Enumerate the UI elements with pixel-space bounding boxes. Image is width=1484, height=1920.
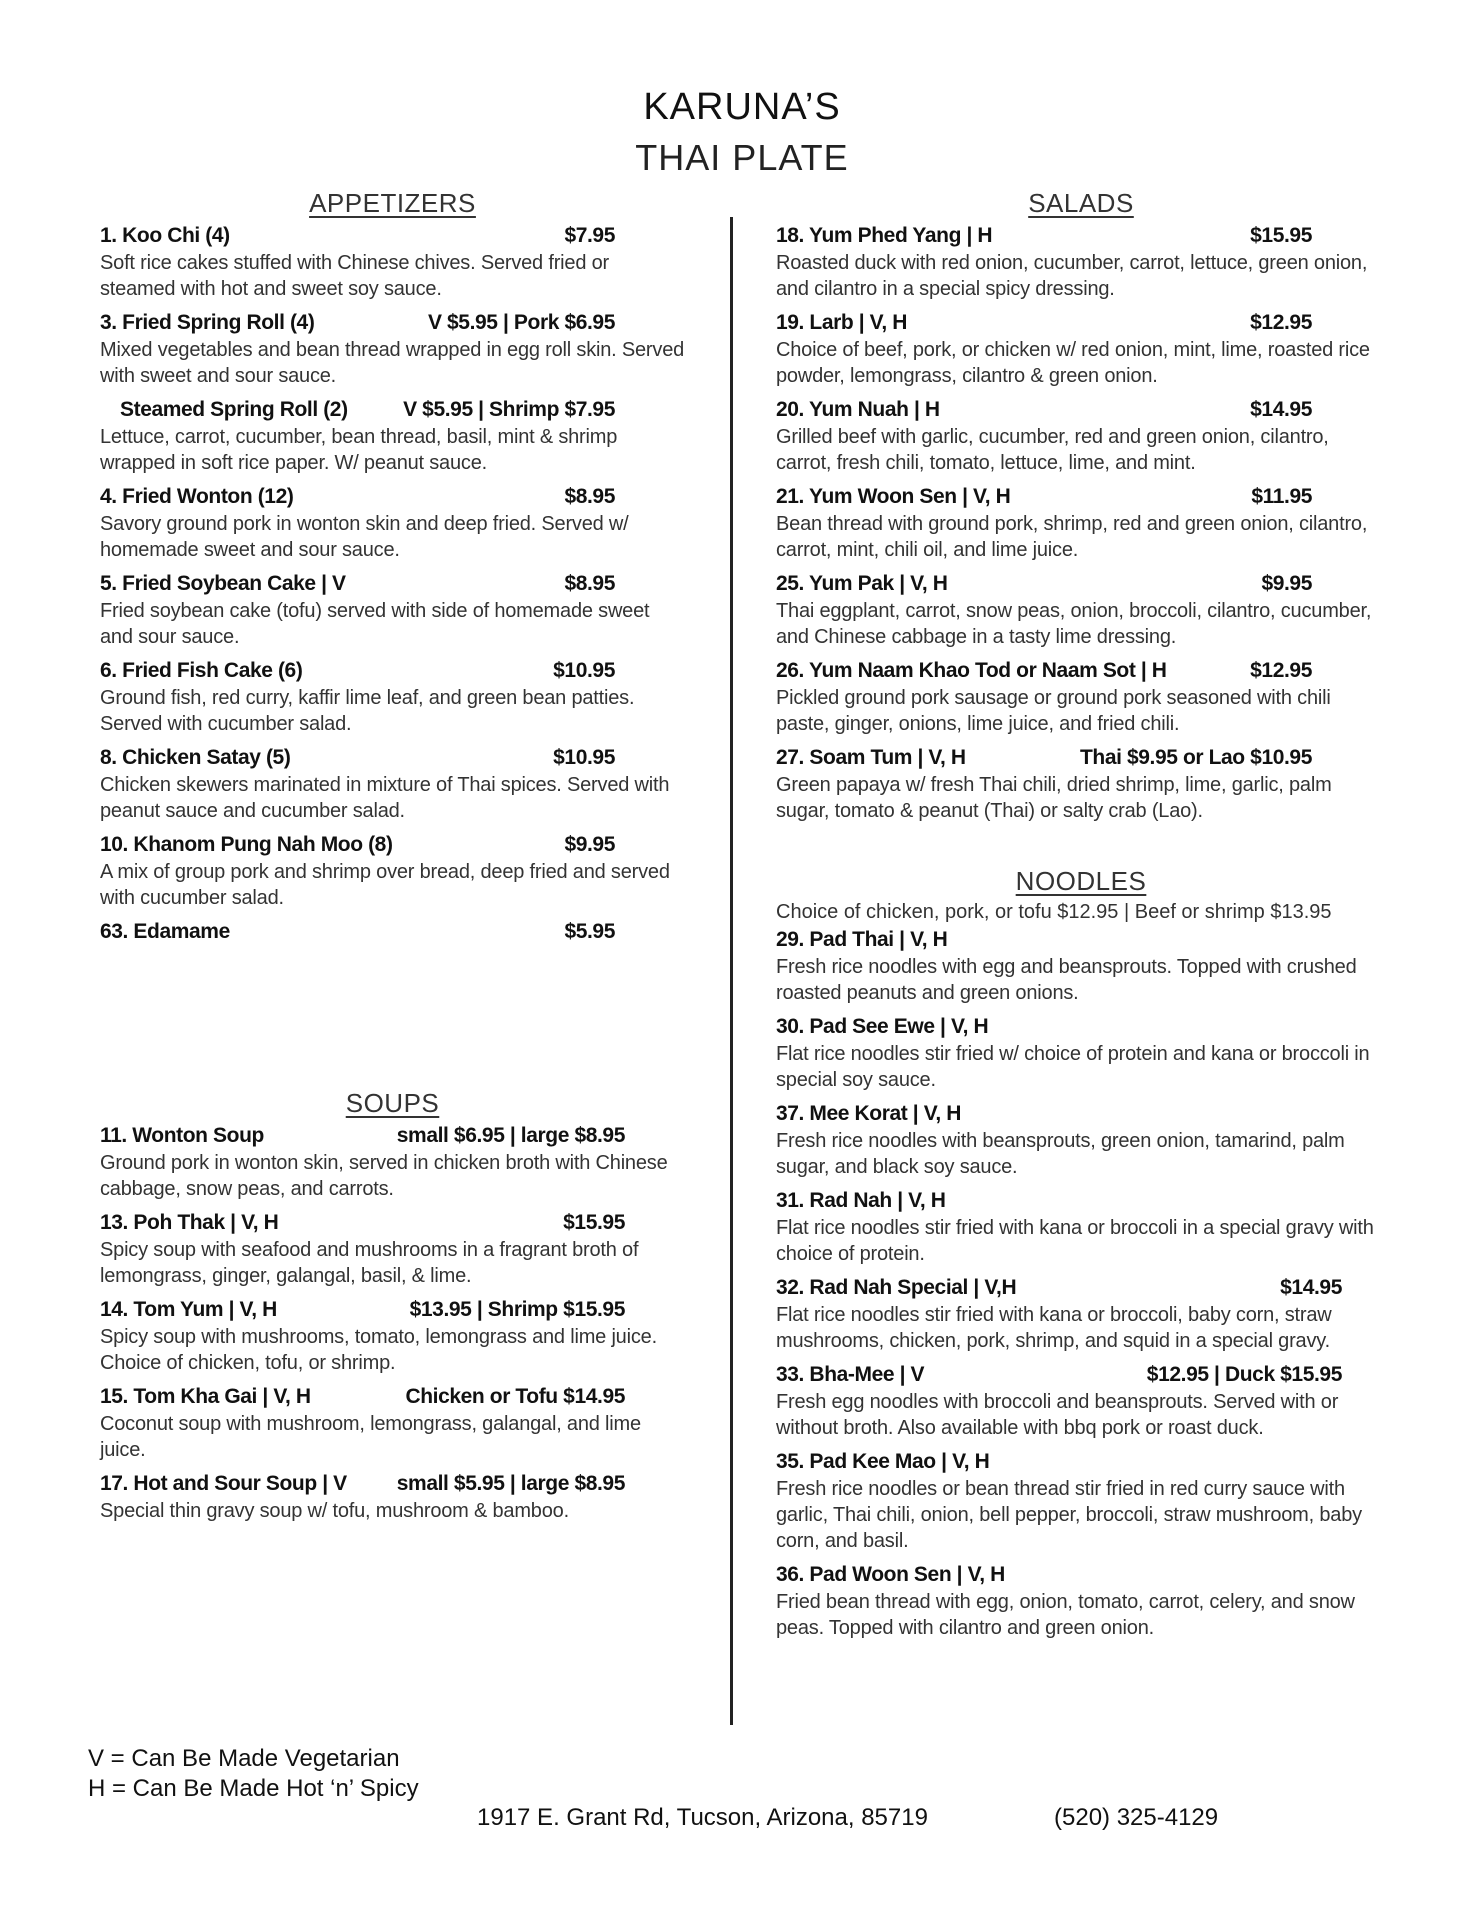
menu-item-description: Special thin gravy soup w/ tofu, mushroom & bamboo. [100,1500,569,1522]
menu-item [776,1560,1386,1641]
restaurant-name: KARUNA’S [643,86,841,128]
menu-item-description: Savory ground pork in wonton skin and deep fried. Served w/ homemade sweet and sour sauce. [100,513,629,561]
legend-vegetarian: V = Can Be Made Vegetarian [88,1745,400,1772]
menu-item-description: Fresh egg noodles with broccoli and beansprouts. Served with or without broth. Also available with bbq pork or roast duck. [776,1391,1339,1439]
menu-item-price: V $5.95 | Shrimp $7.95 [403,397,615,421]
menu-item-name: 31. Rad Nah | V, H [776,1188,946,1212]
menu-item-price: $10.95 [553,658,615,682]
spacer [776,830,1386,858]
menu-item-description: Lettuce, carrot, cucumber, bean thread, basil, mint & shrimp wrapped in soft rice paper. W/ peanut sauce. [100,426,618,474]
menu-item [776,395,1386,476]
column-divider [730,217,733,1725]
menu-item-description: Green papaya w/ fresh Thai chili, dried shrimp, lime, garlic, palm sugar, tomato & peanut (Thai) or salty crab (Lao). [776,774,1332,822]
menu-item-header [776,656,1386,685]
salads-title: SALADS [1028,188,1134,218]
menu-item-price: $12.95 [1250,658,1312,682]
menu-item-description: A mix of group pork and shrimp over bread, deep fried and served with cucumber salad. [100,861,670,909]
noodles-price-note: Choice of chicken, pork, or tofu $12.95 | Beef or shrimp $13.95 [776,901,1332,923]
menu-item-description: Fried soybean cake (tofu) served with side of homemade sweet and sour sauce. [100,600,650,648]
menu-item-header [100,830,685,859]
menu-item-name: 8. Chicken Satay (5) [100,745,291,769]
left-column [100,180,685,1530]
menu-item [776,221,1386,302]
menu-item-description: Ground pork in wonton skin, served in chicken broth with Chinese cabbage, snow peas, and carrots. [100,1152,668,1200]
phone-number: (520) 325-4129 [1054,1804,1219,1831]
menu-item-price: Chicken or Tofu $14.95 [405,1384,625,1408]
menu-item [100,1295,685,1376]
menu-item [776,925,1386,1006]
menu-item-name: 5. Fried Soybean Cake | V [100,571,346,595]
menu-item-price: $8.95 [564,484,615,508]
menu-item-description: Spicy soup with mushrooms, tomato, lemongrass and lime juice. Choice of chicken, tofu, or shrimp. [100,1326,657,1374]
menu-item-description: Spicy soup with seafood and mushrooms in a fragrant broth of lemongrass, ginger, galangal, basil, & lime. [100,1239,639,1287]
menu-item-description: Thai eggplant, carrot, snow peas, onion, broccoli, cilantro, cucumber, and Chinese cabbage in a tasty lime dressing. [776,600,1372,648]
menu-item-header [100,482,685,511]
menu-item-header [100,395,685,424]
menu-item [776,308,1386,389]
menu-item-name: 63. Edamame [100,919,230,943]
menu-item-name: 13. Poh Thak | V, H [100,1210,279,1234]
menu-item [100,482,685,563]
menu-item-price: $12.95 [1250,310,1312,334]
menu-item-price: $15.95 [1250,223,1312,247]
menu-item-price: $15.95 [563,1210,625,1234]
menu-item-header [776,743,1386,772]
menu-item-price: $5.95 [564,919,615,943]
menu-item-description: Flat rice noodles stir fried with kana or broccoli in a special gravy with choice of protein. [776,1217,1374,1265]
menu-item-header [776,395,1386,424]
menu-item-header [100,743,685,772]
legend [88,1744,419,1804]
menu-item-price: $9.95 [1261,571,1312,595]
menu-item-description: Coconut soup with mushroom, lemongrass, galangal, and lime juice. [100,1413,641,1461]
menu-item-header [100,569,685,598]
menu-item-price: $7.95 [564,223,615,247]
menu-item-description: Fresh rice noodles or bean thread stir fried in red curry sauce with garlic, Thai chili, onion, bell pepper, broccoli, straw mushroom, baby corn, and basil. [776,1478,1362,1552]
menu-item-price: Thai $9.95 or Lao $10.95 [1079,745,1312,769]
menu-item [776,569,1386,650]
menu-item [100,656,685,737]
menu-item-name: 26. Yum Naam Khao Tod or Naam Sot | H [776,658,1167,682]
menu-item-price: V $5.95 | Pork $6.95 [427,310,615,334]
menu-item-description: Flat rice noodles stir fried w/ choice of protein and kana or broccoli in special soy sauce. [776,1043,1370,1091]
menu-item [100,1382,685,1463]
menu-item-description: Choice of beef, pork, or chicken w/ red onion, mint, lime, roasted rice powder, lemongrass, cilantro & green onion. [776,339,1370,387]
menu-item-description: Roasted duck with red onion, cucumber, carrot, lettuce, green onion, and cilantro in a special spicy dressing. [776,252,1368,300]
menu-item-header [100,1295,685,1324]
appetizers-list [100,221,685,946]
menu-item-name: 36. Pad Woon Sen | V, H [776,1562,1005,1586]
menu-item [776,1447,1386,1554]
menu-item-price: $9.95 [564,832,615,856]
menu-item-header [776,1447,1386,1476]
menu-item-name: 25. Yum Pak | V, H [776,571,948,595]
menu-item [776,482,1386,563]
noodles-list [776,925,1386,1641]
menu-item-description: Fried bean thread with egg, onion, tomato, carrot, celery, and snow peas. Topped with cilantro and green onion. [776,1591,1355,1639]
salads-list [776,221,1386,824]
menu-item-description: Ground fish, red curry, kaffir lime leaf, and green bean patties. Served with cucumber salad. [100,687,635,735]
menu-item-header [776,1273,1386,1302]
menu-item-header [776,1186,1386,1215]
menu-item-header [776,1012,1386,1041]
menu-item-name: 29. Pad Thai | V, H [776,927,948,951]
menu-item-header [776,1099,1386,1128]
menu-item-name: 19. Larb | V, H [776,310,907,334]
menu-item [776,656,1386,737]
menu-item-header [776,1560,1386,1589]
menu-item-price: $8.95 [564,571,615,595]
menu-item-description: Fresh rice noodles with beansprouts, green onion, tamarind, palm sugar, and black soy sauce. [776,1130,1345,1178]
menu-item [100,1469,685,1524]
menu-item [776,1099,1386,1180]
menu-item-description: Grilled beef with garlic, cucumber, red and green onion, cilantro, carrot, fresh chili, tomato, lettuce, lime, and mint. [776,426,1329,474]
menu-item-header [100,1121,685,1150]
menu-item [776,1012,1386,1093]
menu-item-header [100,917,685,946]
menu-item-price: small $5.95 | large $8.95 [396,1471,625,1495]
menu-item-name: 32. Rad Nah Special | V,H [776,1275,1017,1299]
menu-item-name: 37. Mee Korat | V, H [776,1101,962,1125]
menu-item-name: Steamed Spring Roll (2) [120,397,348,421]
menu-item-name: 11. Wonton Soup [100,1123,264,1147]
menu-item [100,830,685,911]
soups-title: SOUPS [345,1088,440,1118]
menu-item-header [776,308,1386,337]
menu-item-header [776,1360,1386,1389]
menu-item [100,1121,685,1202]
menu-item-name: 21. Yum Woon Sen | V, H [776,484,1011,508]
menu-item-description: Soft rice cakes stuffed with Chinese chives. Served fried or steamed with hot and sweet soy sauce. [100,252,609,300]
menu-item-name: 1. Koo Chi (4) [100,223,230,247]
menu-item-name: 27. Soam Tum | V, H [776,745,966,769]
menu-item [100,221,685,302]
menu-item-header [776,569,1386,598]
menu-item-name: 14. Tom Yum | V, H [100,1297,277,1321]
menu-item-name: 4. Fried Wonton (12) [100,484,294,508]
menu-item-price: $10.95 [553,745,615,769]
menu-item-header [100,1208,685,1237]
menu-item-name: 35. Pad Kee Mao | V, H [776,1449,990,1473]
menu-item [100,1208,685,1289]
menu-item [776,1360,1386,1441]
menu-item-name: 20. Yum Nuah | H [776,397,940,421]
menu-item-description: Fresh rice noodles with egg and beansprouts. Topped with crushed roasted peanuts and green onions. [776,956,1357,1004]
menu-item-price: $14.95 [1280,1275,1342,1299]
menu-item-header [100,656,685,685]
spacer [100,952,685,1080]
address: 1917 E. Grant Rd, Tucson, Arizona, 85719 [477,1804,928,1831]
menu-item-header [100,1382,685,1411]
menu-item-name: 17. Hot and Sour Soup | V [100,1471,347,1495]
right-column [776,180,1386,1647]
menu-item-price: $13.95 | Shrimp $15.95 [409,1297,625,1321]
menu-item-description: Pickled ground pork sausage or ground pork seasoned with chili paste, ginger, onions, lime juice, and fried chili. [776,687,1331,735]
menu-item-description: Bean thread with ground pork, shrimp, red and green onion, cilantro, carrot, mint, chili oil, and lime juice. [776,513,1368,561]
restaurant-subtitle: THAI PLATE [635,137,849,178]
menu-item [100,917,685,946]
menu-item [100,569,685,650]
menu-item-header [776,221,1386,250]
menu-item [100,308,685,389]
menu-item-header [776,482,1386,511]
menu-item-header [100,308,685,337]
menu-item [776,1186,1386,1267]
menu-item-price: $11.95 [1251,484,1312,508]
menu-item-header [776,925,1386,954]
menu-item-name: 3. Fried Spring Roll (4) [100,310,315,334]
menu-item-price: $14.95 [1250,397,1312,421]
menu-item-name: 18. Yum Phed Yang | H [776,223,993,247]
menu-item-price: small $6.95 | large $8.95 [396,1123,625,1147]
menu-item [776,1273,1386,1354]
menu-item-header [100,221,685,250]
noodles-title: NOODLES [1015,866,1147,896]
menu-item [100,743,685,824]
menu-item-name: 10. Khanom Pung Nah Moo (8) [100,832,393,856]
menu-item [776,743,1386,824]
menu-item [100,395,685,476]
legend-spicy: H = Can Be Made Hot ‘n’ Spicy [88,1775,419,1802]
menu-item-description: Flat rice noodles stir fried with kana or broccoli, baby corn, straw mushrooms, chicken, pork, shrimp, and squid in a special gravy. [776,1304,1332,1352]
menu-item-name: 30. Pad See Ewe | V, H [776,1014,989,1038]
appetizers-title: APPETIZERS [309,188,476,218]
menu-item-name: 33. Bha-Mee | V [776,1362,925,1386]
menu-item-header [100,1469,685,1498]
menu-item-name: 6. Fried Fish Cake (6) [100,658,303,682]
menu-item-price: $12.95 | Duck $15.95 [1146,1362,1342,1386]
soups-list [100,1121,685,1524]
menu-item-name: 15. Tom Kha Gai | V, H [100,1384,311,1408]
menu-item-description: Chicken skewers marinated in mixture of Thai spices. Served with peanut sauce and cucumber salad. [100,774,670,822]
menu-item-description: Mixed vegetables and bean thread wrapped in egg roll skin. Served with sweet and sour sauce. [100,339,685,387]
